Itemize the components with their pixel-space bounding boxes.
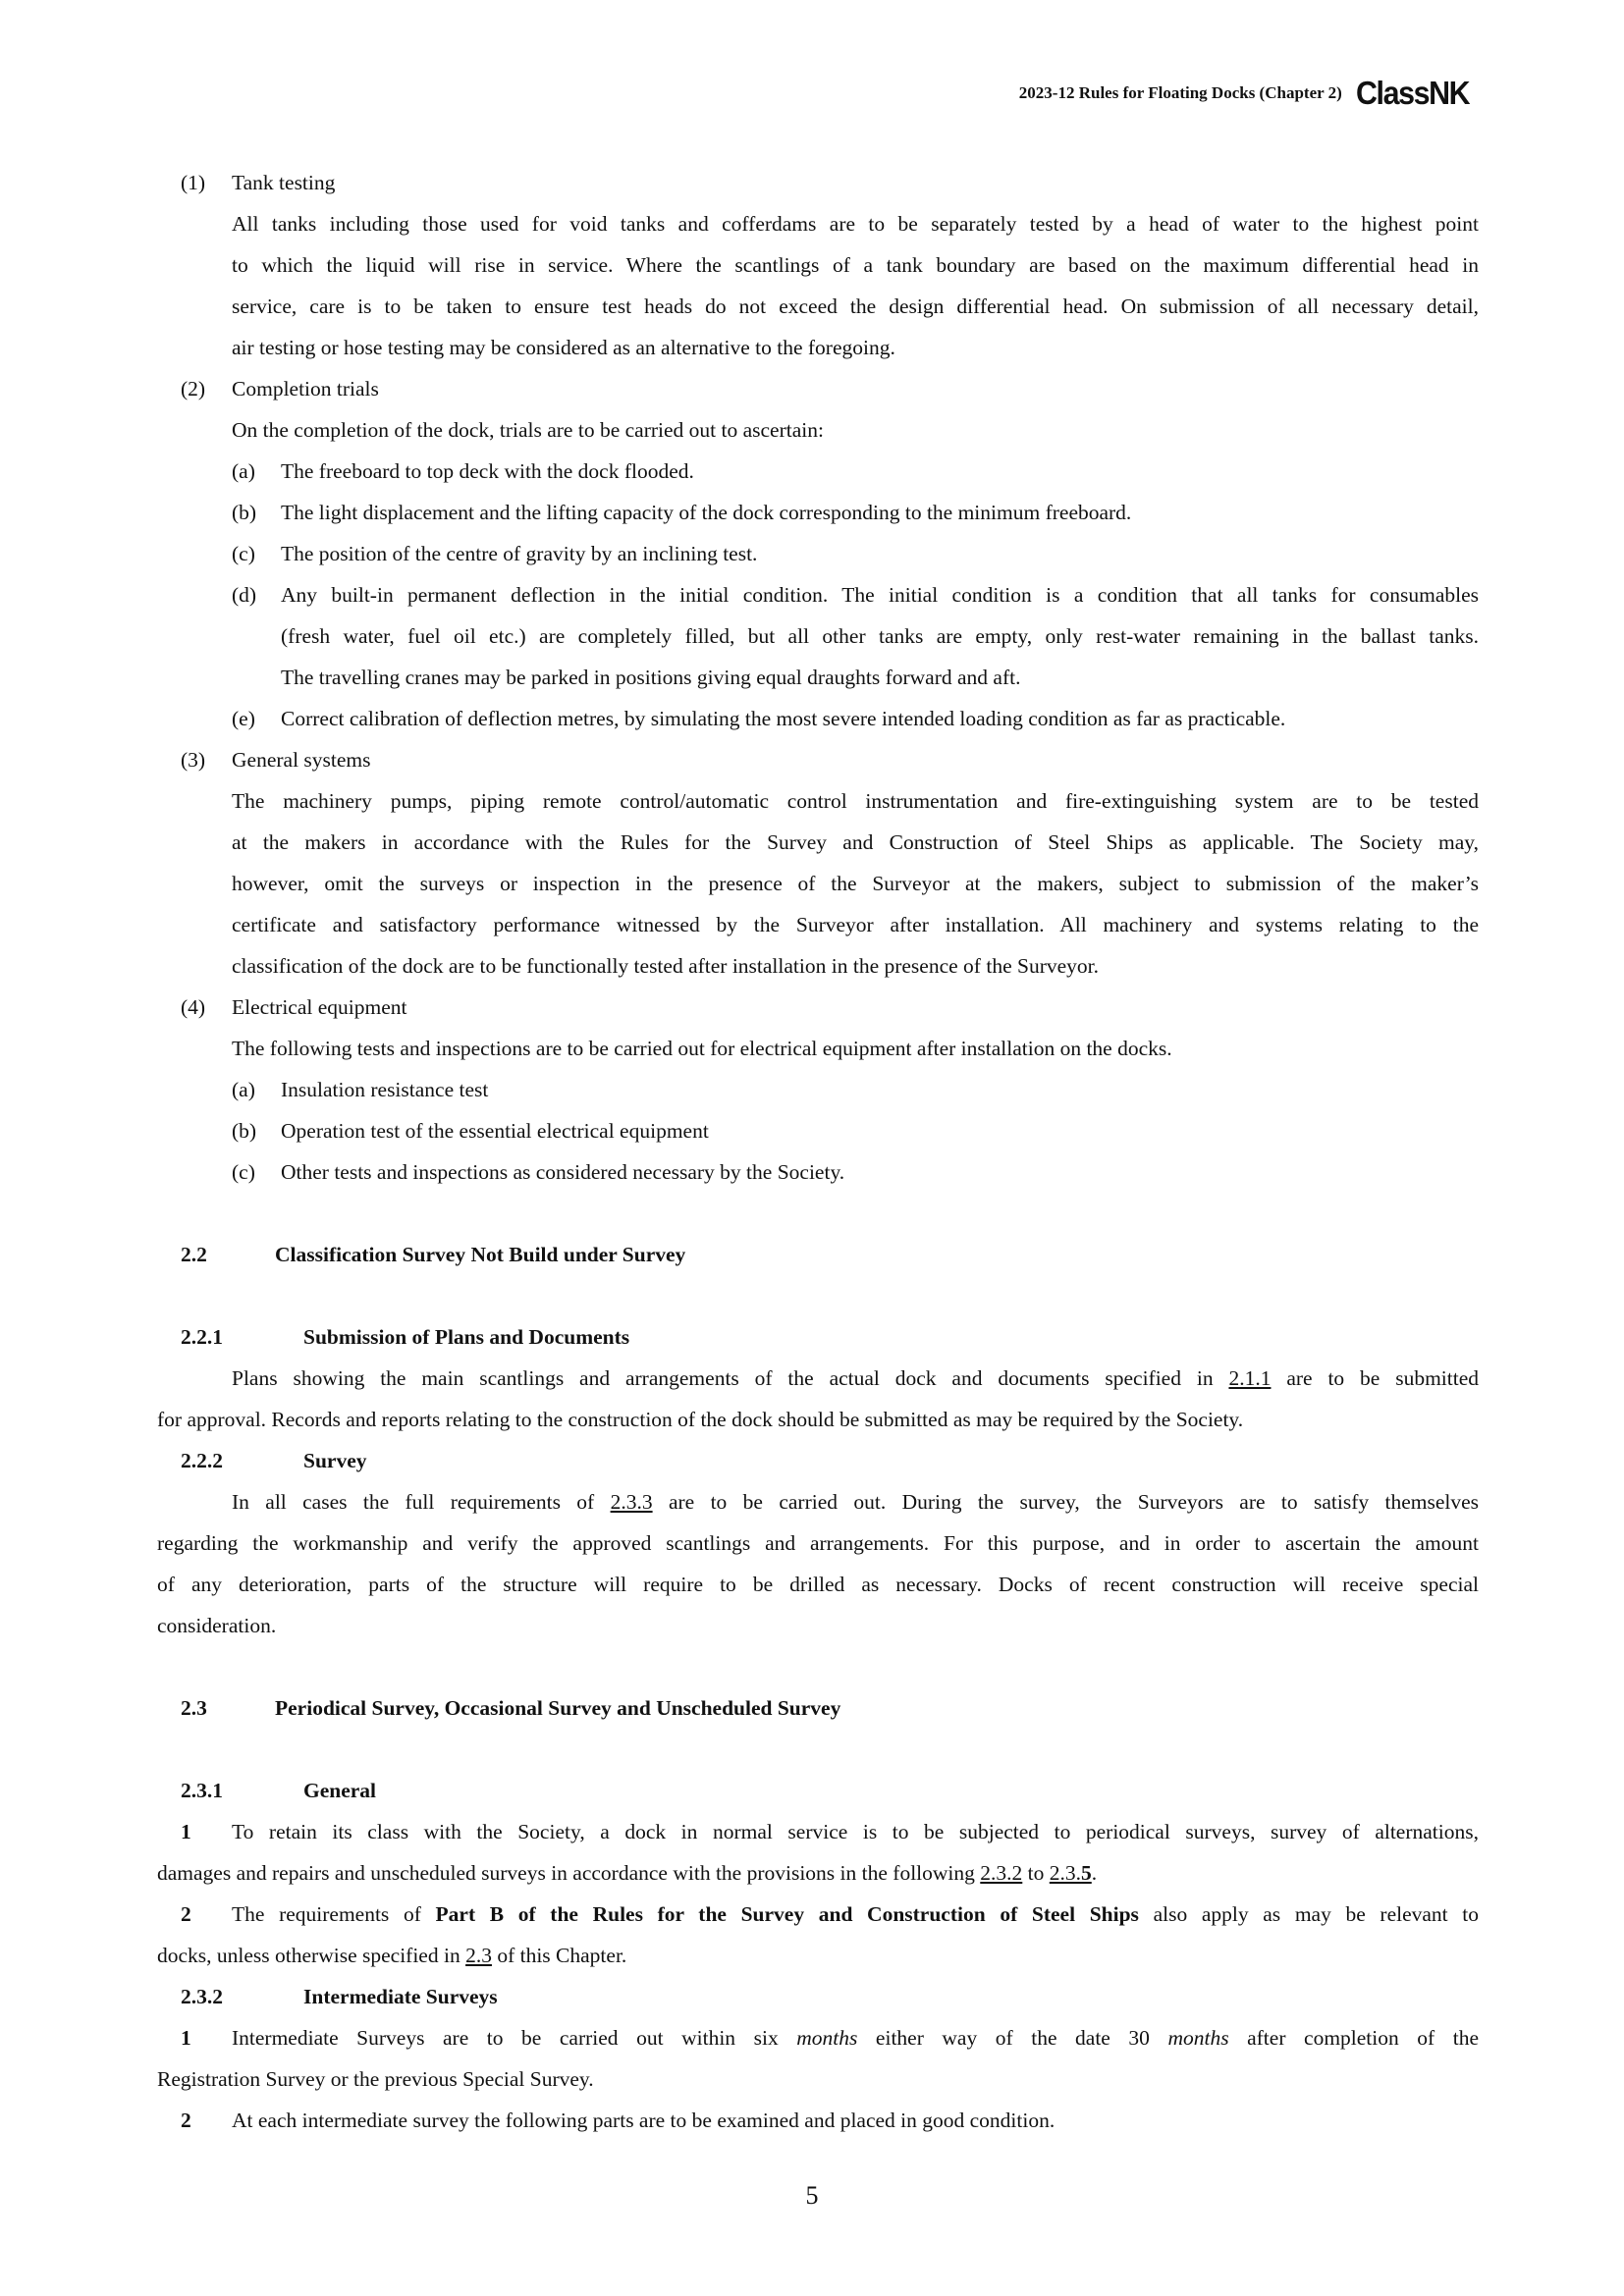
paragraph-line — [157, 1859, 1097, 1887]
header-title: 2023-12 Rules for Floating Docks (Chapter 2) — [1018, 83, 1342, 102]
subitem-text: Insulation resistance test — [281, 1078, 489, 1101]
text-run: In all cases the full requirements of — [232, 1490, 595, 1514]
subitem-text: The travelling cranes may be parked in positions giving equal draughts forward and aft. — [281, 666, 1021, 689]
text-run: 5 — [1081, 1861, 1092, 1885]
section-number: 2.3 — [181, 1696, 207, 1720]
section-number: 2.2 — [181, 1243, 207, 1266]
subitem-text: The position of the centre of gravity by an inclining test. — [281, 542, 758, 565]
paragraph-line: At each intermediate survey the following parts are to be examined and placed in good condition. — [232, 2109, 1056, 2132]
paragraph-line: All tanks including those used for void tanks and cofferdams are to be separately tested by a head of water to the highest point — [232, 212, 1479, 236]
subsection-title: Intermediate Surveys — [303, 1985, 498, 2008]
page-number: 5 — [805, 2181, 819, 2210]
text-run: months — [796, 2026, 858, 2050]
subitem-text: Operation test of the essential electrical equipment — [281, 1119, 709, 1143]
cross-reference-link[interactable]: 2.1.1 — [1228, 1366, 1272, 1390]
page-header — [1019, 75, 1479, 112]
text-run: 2.3. — [1049, 1861, 1082, 1885]
item-num: (2) — [181, 377, 206, 400]
paragraph-line — [232, 1364, 1479, 1392]
subitem-num: (c) — [232, 542, 255, 565]
cross-reference-link[interactable]: 2.3.2 — [980, 1861, 1023, 1885]
cross-reference-link[interactable]: 2.3.3 — [610, 1490, 653, 1514]
subitem-num: (a) — [232, 459, 255, 483]
item-title: Tank testing — [232, 171, 336, 194]
text-run: either way of the date 30 — [875, 2026, 1150, 2050]
subitem-text: Any built-in permanent deflection in the initial condition. The initial condition is a condition that all tanks for consumables — [281, 583, 1479, 607]
item-title: Electrical equipment — [232, 995, 407, 1019]
subitem-num: (b) — [232, 1119, 257, 1143]
paragraph-line: consideration. — [157, 1614, 277, 1637]
paragraph-line: however, omit the surveys or inspection in the presence of the Surveyor at the makers, subject to submission of the maker’s — [232, 872, 1479, 895]
subitem-text: (fresh water, fuel oil etc.) are completely filled, but all other tanks are empty, only rest-water remaining in the ballast tanks. — [281, 624, 1479, 648]
paragraph-line: of any deterioration, parts of the structure will require to be drilled as necessary. Docks of recent construction will receive special — [157, 1573, 1479, 1596]
paragraph-line — [232, 2024, 1479, 2052]
text-run: . — [1091, 1861, 1098, 1885]
text-run: months — [1167, 2026, 1229, 2050]
item-num: (1) — [181, 171, 206, 194]
subsection-title: General — [303, 1779, 377, 1802]
paragraph-line: to which the liquid will rise in service. Where the scantlings of a tank boundary are based on the maximum differential head in — [232, 253, 1479, 277]
subsection-number: 2.3.1 — [181, 1779, 223, 1802]
paragraph-line — [157, 1942, 626, 1969]
item-num: (4) — [181, 995, 206, 1019]
subitem-num: (e) — [232, 707, 255, 730]
paragraph-number: 1 — [181, 1820, 191, 1843]
subitem-text: The light displacement and the lifting capacity of the dock corresponding to the minimum freeboard. — [281, 501, 1132, 524]
paragraph-number: 2 — [181, 2109, 191, 2132]
text-run: are to be submitted — [1286, 1366, 1480, 1390]
subsection-number: 2.2.1 — [181, 1325, 223, 1349]
text-run: Plans showing the main scantlings and arrangements of the actual dock and documents specified in — [232, 1366, 1214, 1390]
cross-reference-link[interactable] — [1050, 1861, 1092, 1885]
paragraph-line: Registration Survey or the previous Special Survey. — [157, 2067, 594, 2091]
paragraph-line: certificate and satisfactory performance witnessed by the Surveyor after installation. All machinery and systems relating to the — [232, 913, 1479, 936]
text-run: also apply as may be relevant to — [1153, 1902, 1480, 1926]
section-title: Periodical Survey, Occasional Survey and Unscheduled Survey — [275, 1696, 841, 1720]
paragraph-line — [232, 1900, 1479, 1928]
item-title: General systems — [232, 748, 371, 772]
text-run: The requirements of — [232, 1902, 421, 1926]
text-run: after completion of the — [1247, 2026, 1480, 2050]
text-run: are to be carried out. During the survey, the Surveyors are to satisfy themselves — [668, 1490, 1480, 1514]
paragraph-line: classification of the dock are to be functionally tested after installation in the presence of the Surveyor. — [232, 954, 1099, 978]
text-run: Intermediate Surveys are to be carried out within six — [232, 2026, 779, 2050]
subsection-number: 2.2.2 — [181, 1449, 223, 1472]
subitem-num: (b) — [232, 501, 257, 524]
paragraph-line: regarding the workmanship and verify the approved scantlings and arrangements. For this purpose, and in order to ascertain the amount — [157, 1531, 1479, 1555]
item-num: (3) — [181, 748, 206, 772]
item-title: Completion trials — [232, 377, 379, 400]
cross-reference-link[interactable]: 2.3 — [465, 1944, 492, 1967]
text-run: to — [1027, 1861, 1045, 1885]
paragraph-line: The following tests and inspections are to be carried out for electrical equipment after installation on the docks. — [232, 1037, 1172, 1060]
paragraph-line: To retain its class with the Society, a dock in normal service is to be subjected to periodical surveys, survey of alternations, — [232, 1820, 1479, 1843]
paragraph-line — [232, 1488, 1479, 1516]
subitem-text: The freeboard to top deck with the dock flooded. — [281, 459, 694, 483]
subitem-num: (a) — [232, 1078, 255, 1101]
subitem-text: Correct calibration of deflection metres, by simulating the most severe intended loading condition as far as practicable. — [281, 707, 1286, 730]
subsection-number: 2.3.2 — [181, 1985, 223, 2008]
subsection-title: Survey — [303, 1449, 367, 1472]
paragraph-number: 2 — [181, 1902, 191, 1926]
classnk-logo: ClassNK — [1355, 75, 1469, 111]
subitem-num: (d) — [232, 583, 257, 607]
subitem-num: (c) — [232, 1160, 255, 1184]
paragraph-line: service, care is to be taken to ensure test heads do not exceed the design differential head. On submission of all necessary detail, — [232, 294, 1479, 318]
paragraph-number: 1 — [181, 2026, 191, 2050]
paragraph-line: air testing or hose testing may be considered as an alternative to the foregoing. — [232, 336, 895, 359]
subsection-title: Submission of Plans and Documents — [303, 1325, 630, 1349]
text-run: damages and repairs and unscheduled surveys in accordance with the provisions in the following — [157, 1861, 975, 1885]
text-run: docks, unless otherwise specified in — [157, 1944, 460, 1967]
paragraph-line: at the makers in accordance with the Rules for the Survey and Construction of Steel Ships as applicable. The Society may, — [232, 830, 1479, 854]
section-title: Classification Survey Not Build under Survey — [275, 1243, 686, 1266]
rules-reference: Part B of the Rules for the Survey and Construction of Steel Ships — [435, 1902, 1139, 1926]
text-run: of this Chapter. — [497, 1944, 627, 1967]
paragraph-line: On the completion of the dock, trials are to be carried out to ascertain: — [232, 418, 824, 442]
paragraph-line: The machinery pumps, piping remote control/automatic control instrumentation and fire-extinguishing system are to be tested — [232, 789, 1479, 813]
paragraph-line: for approval. Records and reports relating to the construction of the dock should be submitted as may be required by the Society. — [157, 1408, 1244, 1431]
subitem-text: Other tests and inspections as considered necessary by the Society. — [281, 1160, 845, 1184]
